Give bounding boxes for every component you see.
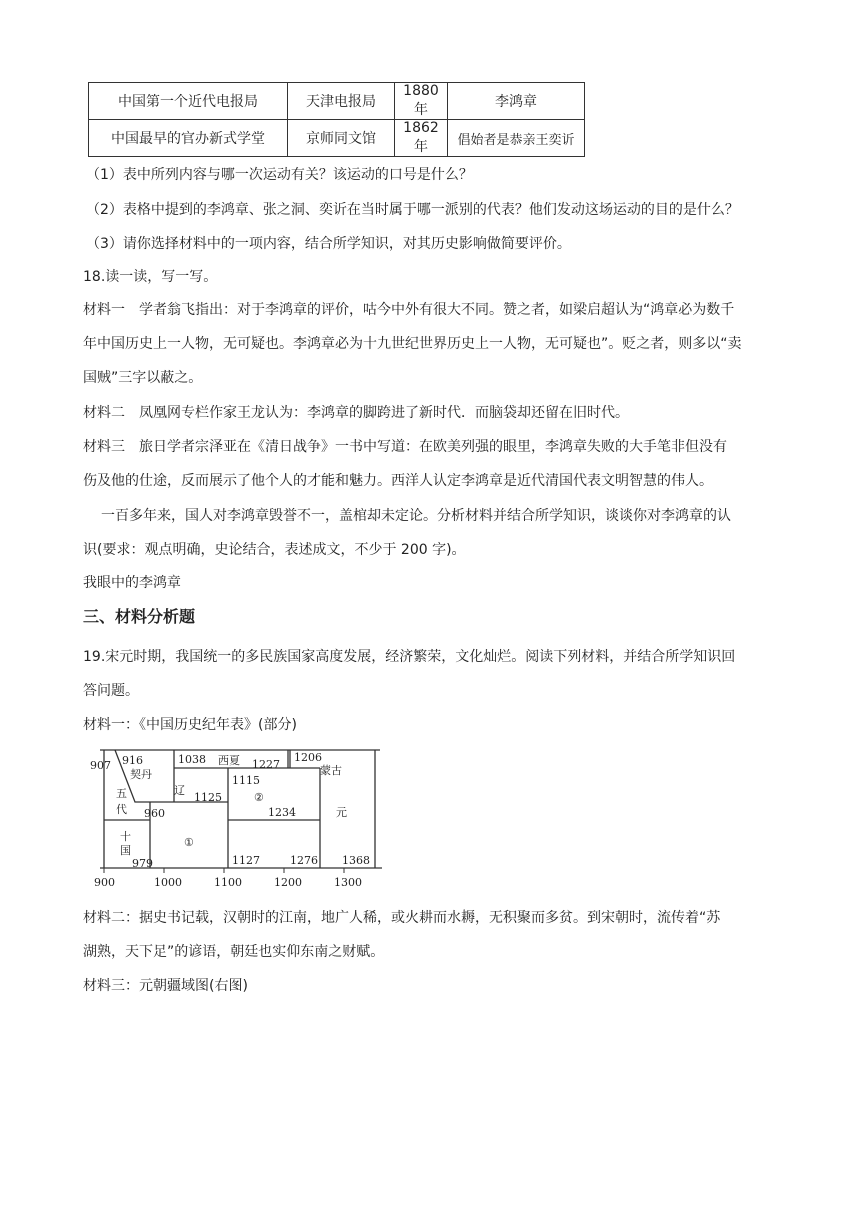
axis-tick-label: 900 bbox=[94, 876, 115, 889]
table-cell: 1880 年 bbox=[395, 83, 448, 120]
section-heading: 三、材料分析题 bbox=[83, 607, 196, 626]
timeline-label: ② bbox=[254, 791, 264, 804]
axis-tick-label: 1200 bbox=[274, 876, 302, 889]
table-cell: 倡始者是恭亲王奕䜣 bbox=[448, 120, 585, 157]
timeline-label: 1234 bbox=[268, 806, 296, 819]
table-cell: 天津电报局 bbox=[288, 83, 395, 120]
axis-tick-label: 1000 bbox=[154, 876, 182, 889]
q18-material-3-line: 材料三 旅日学者宗泽亚在《清日战争》一书中写道：在欧美列强的眼里，李鸿章失败的大手笔非但没有 bbox=[83, 439, 727, 455]
question-2: （2）表格中提到的李鸿章、张之洞、奕䜣在当时属于哪一派别的代表？他们发动这场运动的目的是什么？ bbox=[86, 202, 739, 218]
q18-material-1-line: 年中国历史上一人物，无可疑也。李鸿章必为十九世纪世界历史上一人物，无可疑也”。贬之者，则多以“卖 bbox=[83, 336, 742, 352]
q18-task-line: 识(要求：观点明确，史论结合，表述成文，不少于 200 字)。 bbox=[83, 542, 466, 558]
question-1: （1）表中所列内容与哪一次运动有关？该运动的口号是什么？ bbox=[86, 167, 473, 183]
table-cell: 中国第一个近代电报局 bbox=[89, 83, 288, 120]
timeline-label: 960 bbox=[144, 807, 165, 820]
q18-answer-title: 我眼中的李鸿章 bbox=[83, 575, 181, 591]
q19-intro-line: 答问题。 bbox=[83, 683, 139, 699]
timeline-label: 979 bbox=[132, 857, 153, 870]
q19-material-1: 材料一：《中国历史纪年表》(部分) bbox=[83, 717, 297, 733]
table-cell: 李鸿章 bbox=[448, 83, 585, 120]
timeline-label: 西夏 bbox=[218, 754, 240, 767]
timeline-label: 916 bbox=[122, 754, 143, 767]
q19-material-3: 材料三：元朝疆域图(右图) bbox=[83, 978, 248, 994]
timeline-label: 1038 bbox=[178, 753, 206, 766]
q19-material-2-line: 湖熟，天下足”的谚语，朝廷也实仰东南之财赋。 bbox=[83, 944, 385, 960]
axis-tick-label: 1300 bbox=[334, 876, 362, 889]
timeline-label: ① bbox=[184, 836, 194, 849]
timeline-label: 1276 bbox=[290, 854, 318, 867]
q18-material-1-line: 国贼”三字以蔽之。 bbox=[83, 370, 203, 386]
q18-material-1-line: 材料一 学者翁飞指出：对于李鸿章的评价，咕今中外有很大不同。赞之者，如梁启超认为“鸿章必为数千 bbox=[83, 302, 735, 318]
timeline-label: 蒙古 bbox=[320, 764, 342, 777]
timeline-label: 1115 bbox=[232, 774, 260, 787]
institutions-table bbox=[88, 82, 585, 157]
table-row bbox=[89, 83, 585, 120]
timeline-label: 1125 bbox=[194, 791, 222, 804]
timeline-label: 代 bbox=[116, 803, 127, 816]
timeline-label: 1227 bbox=[252, 758, 280, 771]
timeline-label: 十 bbox=[120, 830, 131, 843]
timeline-label: 辽 bbox=[174, 784, 185, 797]
timeline-label: 五 bbox=[116, 787, 127, 800]
timeline-label: 907 bbox=[90, 759, 111, 772]
timeline-chart bbox=[90, 742, 390, 892]
timeline-label: 1127 bbox=[232, 854, 260, 867]
q19-intro-line: 19.宋元时期，我国统一的多民族国家高度发展，经济繁荣，文化灿烂。阅读下列材料，并结合所学知识回 bbox=[83, 649, 736, 665]
table-cell: 京师同文馆 bbox=[288, 120, 395, 157]
q18-title: 18.读一读，写一写。 bbox=[83, 269, 218, 285]
timeline-label: 1368 bbox=[342, 854, 370, 867]
timeline-label: 元 bbox=[336, 806, 347, 819]
q18-material-2: 材料二 凤凰网专栏作家王龙认为：李鸿章的脚跨进了新时代．而脑袋却还留在旧时代。 bbox=[83, 405, 629, 421]
question-3: （3）请你选择材料中的一项内容，结合所学知识，对其历史影响做简要评价。 bbox=[86, 236, 571, 252]
table-cell: 中国最早的官办新式学堂 bbox=[89, 120, 288, 157]
q19-material-2-line: 材料二：据史书记载，汉朝时的江南，地广人稀，或火耕而水耨，无积聚而多贫。到宋朝时，流传着“苏 bbox=[83, 910, 721, 926]
q18-task-line: 一百多年来，国人对李鸿章毁誉不一，盖棺却未定论。分析材料并结合所学知识，谈谈你对李鸿章的认 bbox=[101, 508, 731, 524]
timeline-label: 1206 bbox=[294, 751, 322, 764]
timeline-label: 契丹 bbox=[130, 768, 152, 781]
q18-material-3-line: 伤及他的仕途，反而展示了他个人的才能和魅力。西洋人认定李鸿章是近代清国代表文明智慧的伟人。 bbox=[83, 473, 713, 489]
table-row bbox=[89, 120, 585, 157]
table-cell: 1862 年 bbox=[395, 120, 448, 157]
axis-tick-label: 1100 bbox=[214, 876, 242, 889]
timeline-label: 国 bbox=[120, 844, 131, 857]
